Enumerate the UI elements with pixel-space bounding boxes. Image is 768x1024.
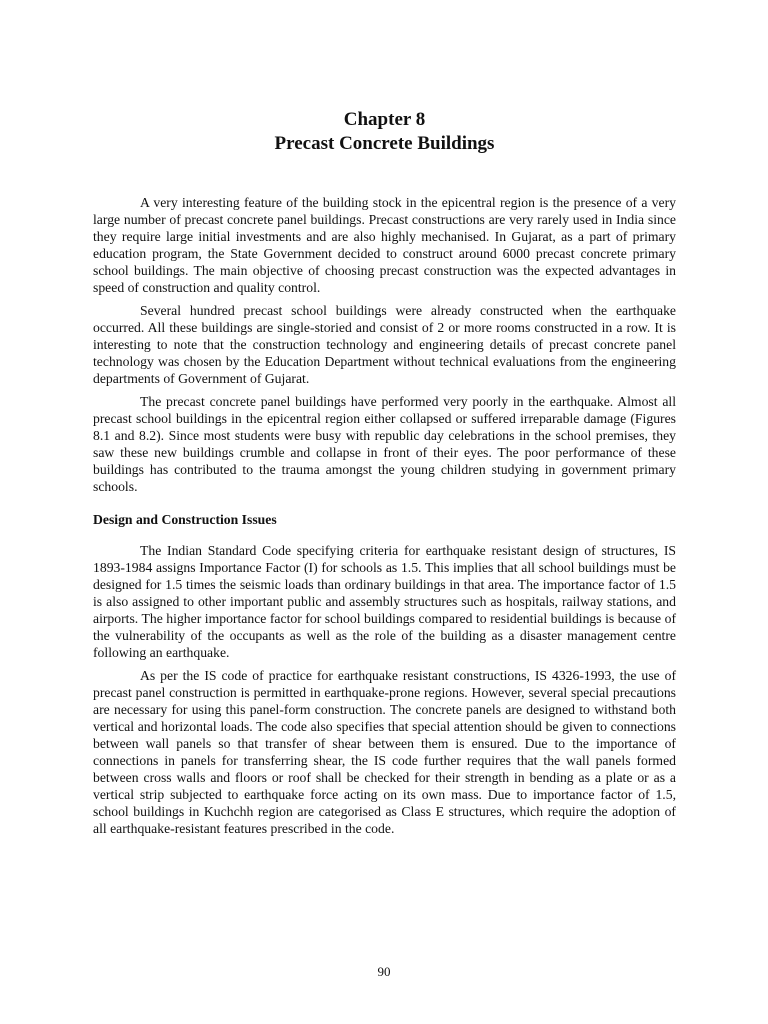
paragraph: As per the IS code of practice for earthquake resistant constructions, IS 4326-1993, the use of precast panel construction is permitted in earthquake-prone regions. However, several special precautions are necessary for using this panel-form construction. The concrete panels are designed to withstand both vertical and horizontal loads. The code also specifies that special attention should be given to connections between wall panels so that transfer of shear between them is ensured. Due to the importance of connections in panels for transferring shear, the IS code further requires that the wall panels formed between cross walls and floors or roof shall be checked for their strength in bending as a plate or as a vertical strip subjected to earthquake force acting on its own mass. Due to importance factor of 1.5, school buildings in Kuchchh region are categorised as Class E structures, which require the adoption of all earthquake-resistant features prescribed in the code. (93, 668, 676, 836)
paragraph: Several hundred precast school buildings were already constructed when the earthquake occurred. All these buildings are single-storied and consist of 2 or more rooms constructed in a row. It is interesting to note that the construction technology and engineering details of precast concrete panel technology was chosen by the Education Department without technical evaluations from the engineering departments of Government of Gujarat. (93, 303, 676, 386)
section-heading: Design and Construction Issues (93, 512, 277, 527)
chapter-title: Precast Concrete Buildings (274, 133, 495, 154)
paragraph: A very interesting feature of the building stock in the epicentral region is the presence of a very large number of precast concrete panel buildings. Precast constructions are very rarely used in India since they require large initial investments and are also highly mechanised. In Gujarat, as a part of primary education program, the State Government decided to construct around 6000 precast concrete primary school buildings. The main objective of choosing precast construction was the expected advantages in speed of construction and quality control. (93, 195, 676, 295)
paragraph: The precast concrete panel buildings have performed very poorly in the earthquake. Almost all precast school buildings in the epicentral region either collapsed or suffered irreparable damage (Figures 8.1 and 8.2). Since most students were busy with republic day celebrations in the school premises, they saw these new buildings crumble and collapse in front of their eyes. The poor performance of these buildings has contributed to the trauma amongst the young children studying in government primary schools. (93, 394, 676, 494)
paragraph: The Indian Standard Code specifying criteria for earthquake resistant design of structures, IS 1893-1984 assigns Importance Factor (I) for schools as 1.5. This implies that all school buildings must be designed for 1.5 times the seismic loads than ordinary buildings in that area. The importance factor of 1.5 is also assigned to other important public and assembly structures such as hospitals, railway stations, and airports. The higher importance factor for school buildings compared to residential buildings is because of the vulnerability of the occupants as well as the role of the building as a disaster management centre following an earthquake. (93, 543, 676, 660)
chapter-number: Chapter 8 (343, 109, 426, 130)
chapter-heading (93, 108, 676, 156)
page-number: 90 (377, 964, 391, 979)
document-page (93, 108, 676, 843)
